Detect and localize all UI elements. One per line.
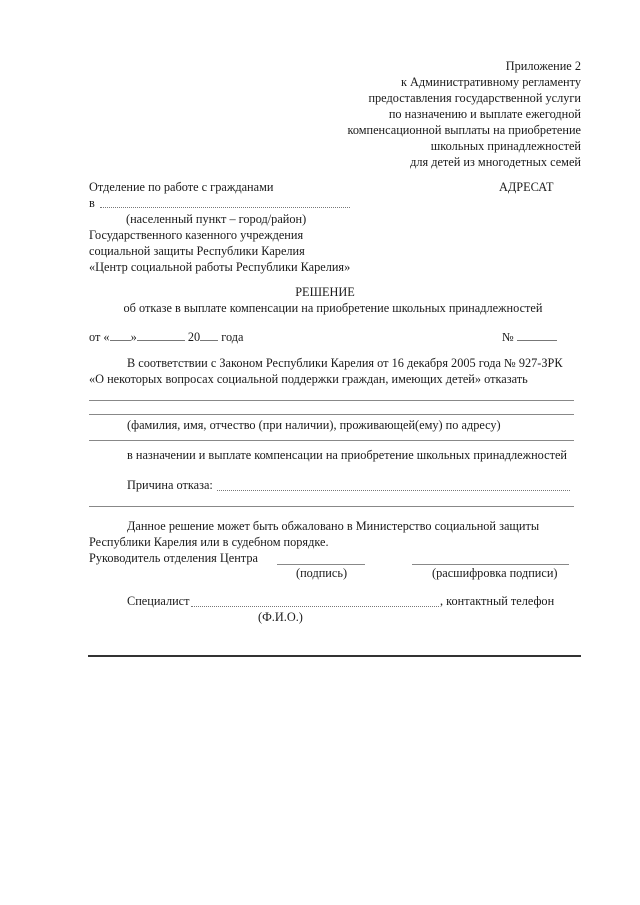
applicant-line-1[interactable]: [89, 400, 574, 401]
settlement-hint: (населенный пункт – город/район): [126, 212, 307, 226]
applicant-line-2[interactable]: [89, 414, 574, 415]
sender-institution-1: Государственного казенного учреждения: [89, 228, 304, 242]
specialist-name-field[interactable]: [191, 606, 439, 607]
sender-department: Отделение по работе с гражданами: [89, 180, 274, 194]
appeal-line-2: Республики Карелия или в судебном порядке.: [89, 535, 329, 549]
bottom-separator: [88, 655, 581, 657]
appendix-line-6: школьных принадлежностей: [430, 139, 581, 153]
reason-line-2[interactable]: [89, 506, 574, 507]
appendix-line-7: для детей из многодетных семей: [410, 155, 581, 169]
number-row: [502, 329, 557, 345]
signature-field[interactable]: [277, 564, 365, 565]
phone-label: , контактный телефон: [440, 594, 555, 608]
appendix-line-5: компенсационной выплаты на приобретение: [347, 123, 581, 137]
head-label: Руководитель отделения Центра: [89, 551, 258, 565]
decoding-hint: (расшифровка подписи): [432, 566, 558, 580]
specialist-label: Специалист: [127, 594, 190, 608]
appendix-line-1: Приложение 2: [505, 59, 581, 73]
fio-hint: (фамилия, имя, отчество (при наличии), проживающей(ему) по адресу): [127, 418, 501, 432]
date-row: [89, 329, 243, 345]
date-close-quote: »: [130, 330, 137, 344]
month-field[interactable]: [137, 329, 185, 341]
addressee-label: АДРЕСАТ: [499, 180, 554, 194]
sender-prefix-v: в: [89, 196, 95, 210]
settlement-field[interactable]: [100, 207, 350, 208]
document-subtitle: об отказе в выплате компенсации на приобретение школьных принадлежностей: [123, 301, 543, 315]
reason-label: Причина отказа:: [127, 478, 213, 492]
number-field[interactable]: [517, 329, 557, 341]
appendix-line-2: к Административному регламенту: [400, 75, 581, 89]
body-para1-line1: В соответствии с Законом Республики Карелия от 16 декабря 2005 года № 927-ЗРК: [127, 356, 563, 370]
appendix-line-4: по назначению и выплате ежегодной: [388, 107, 581, 121]
purpose-text: в назначении и выплате компенсации на приобретение школьных принадлежностей: [127, 448, 567, 462]
number-label: №: [502, 330, 514, 344]
appendix-line-3: предоставления государственной услуги: [368, 91, 581, 105]
signature-hint: (подпись): [296, 566, 348, 580]
year-prefix: 20: [187, 330, 201, 344]
body-para1-line2: «О некоторых вопросах социальной поддержки граждан, имеющих детей» отказать: [89, 372, 528, 386]
decoding-field[interactable]: [412, 564, 569, 565]
year-suffix: года: [221, 330, 244, 344]
sender-institution-3: «Центр социальной работы Республики Карелия»: [89, 260, 351, 274]
day-field[interactable]: [110, 329, 131, 341]
appeal-line-1: Данное решение может быть обжаловано в Министерство социальной защиты: [127, 519, 540, 533]
reason-field[interactable]: [217, 490, 570, 491]
document-title: РЕШЕНИЕ: [295, 285, 355, 299]
sender-institution-2: социальной защиты Республики Карелия: [89, 244, 305, 258]
address-line[interactable]: [89, 440, 574, 441]
date-ot-label: от «: [89, 330, 110, 344]
specialist-fio-hint: (Ф.И.О.): [258, 610, 303, 624]
year-field[interactable]: [200, 329, 218, 341]
